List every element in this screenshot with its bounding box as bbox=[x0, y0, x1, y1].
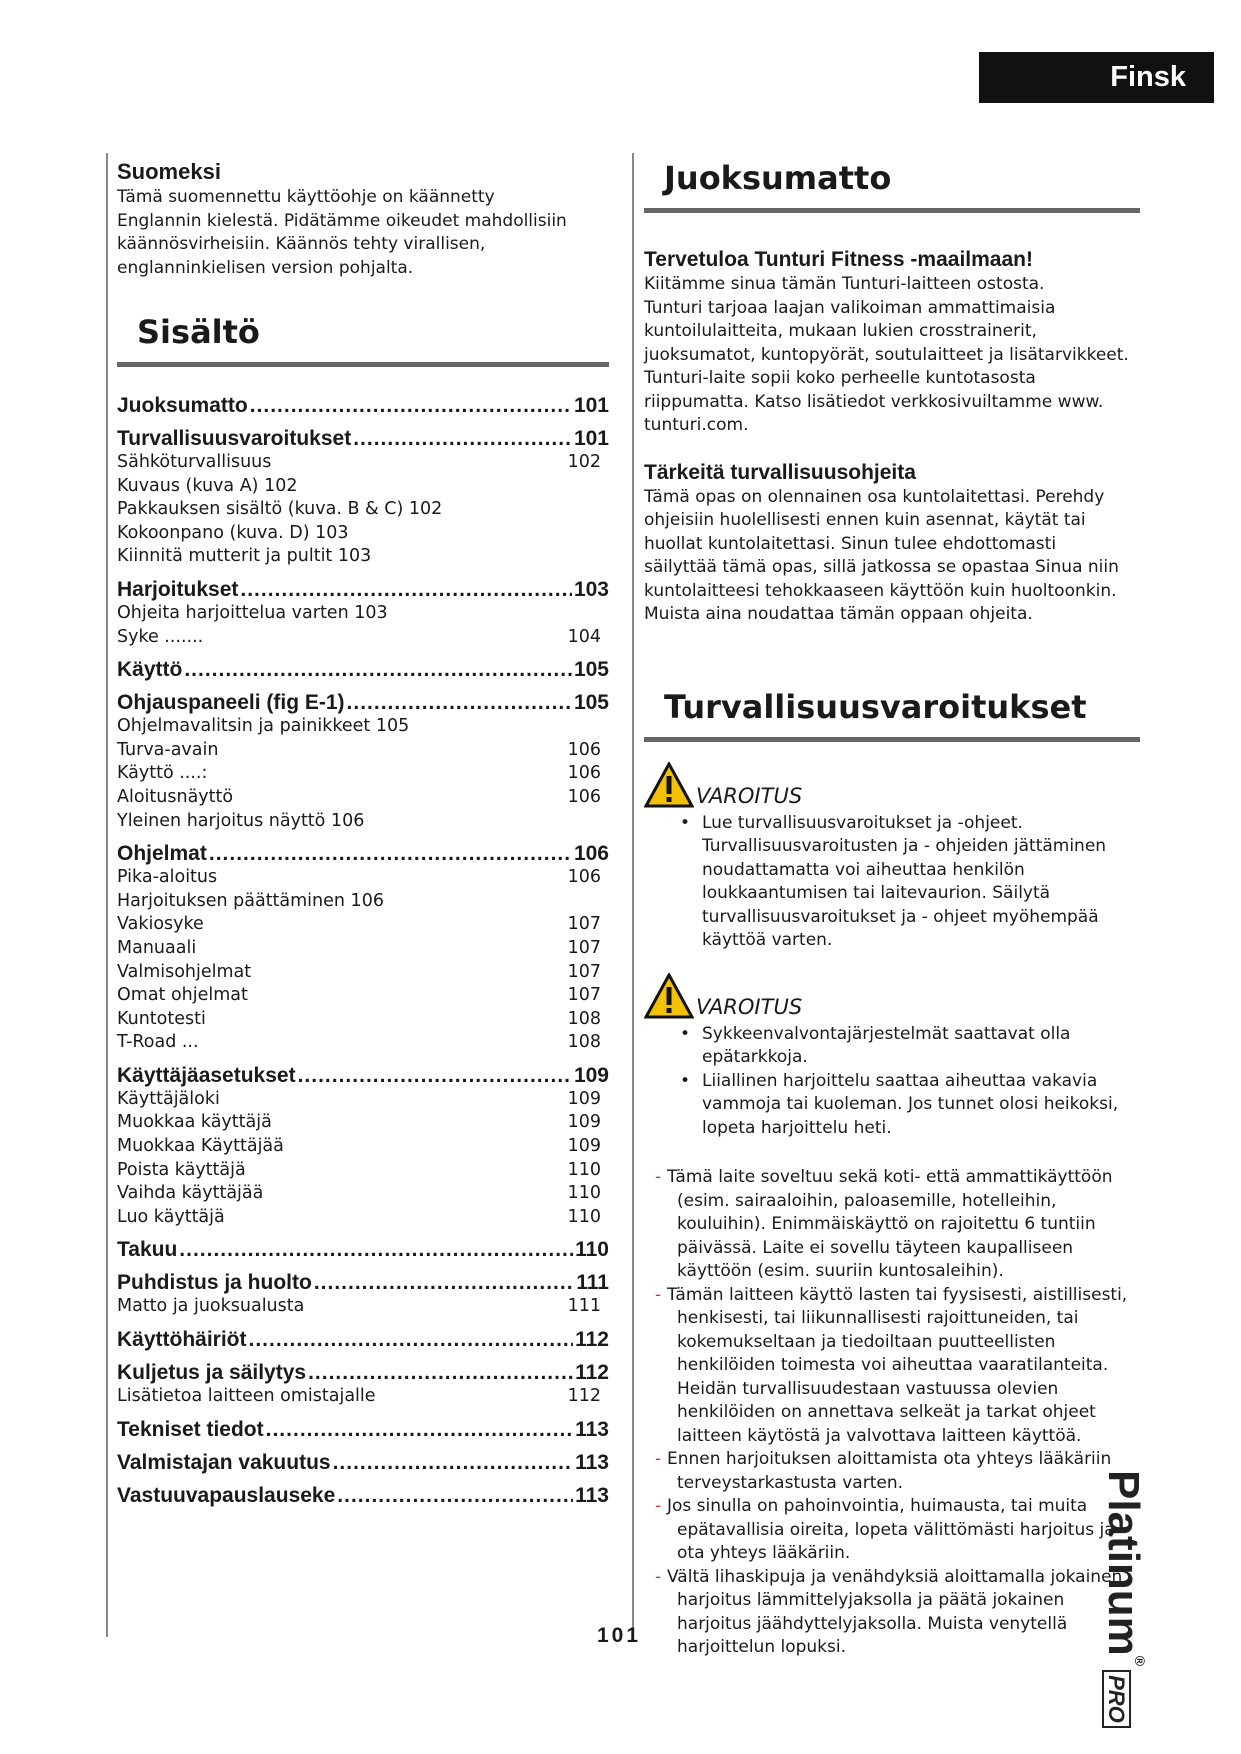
toc-entry bbox=[117, 1063, 609, 1230]
intro-line: Tämä suomennettu käyttöohje on käännetty bbox=[117, 187, 495, 207]
brand-name: Platinum bbox=[1099, 1470, 1148, 1656]
toc-sub-title: T-Road ... bbox=[117, 1032, 199, 1053]
text-line: Kiitämme sinua tämän Tunturi-laitteen ostosta. bbox=[644, 274, 1045, 294]
toc-main-row bbox=[117, 426, 609, 451]
toc-main-row bbox=[117, 1237, 609, 1262]
toc-sub-title: Valmisohjelmat bbox=[117, 961, 252, 982]
toc-page: 110 bbox=[575, 1238, 609, 1262]
intro-line: englanninkielisen version pohjalta. bbox=[117, 257, 414, 278]
toc-sub-page: 110 bbox=[567, 1183, 601, 1204]
dash-item bbox=[644, 1495, 1140, 1566]
toc-sub-page bbox=[601, 522, 609, 546]
toc-page: 106 bbox=[573, 842, 609, 866]
toc-sub-row bbox=[117, 545, 609, 569]
toc-sub-row bbox=[117, 810, 609, 834]
brand-suffix: PRO bbox=[1102, 1670, 1131, 1728]
toc-page: 112 bbox=[575, 1328, 609, 1352]
toc-sub-page: 112 bbox=[567, 1386, 601, 1407]
toc-main-row bbox=[117, 841, 609, 866]
toc-page: 101 bbox=[573, 394, 609, 417]
toc-page: 113 bbox=[575, 1417, 609, 1441]
toc-page: 113 bbox=[575, 1450, 609, 1474]
toc-main-row bbox=[117, 1063, 609, 1088]
toc-title: Harjoitukset bbox=[117, 577, 239, 601]
toc-title: Valmistajan vakuutus bbox=[117, 1450, 331, 1474]
toc-leader-dots bbox=[249, 1327, 574, 1352]
bullet-text: Liiallinen harjoittelu saattaa aiheuttaa vakavia vammoja tai kuoleman. Jos tunnet olosi heikoksi, lopeta harjoittelu heti. bbox=[702, 1070, 1119, 1138]
toc-sub-title: Matto ja juoksualusta bbox=[117, 1296, 305, 1317]
toc-sub-title: Käyttäjäloki bbox=[117, 1088, 220, 1109]
text-line: tunturi.com. bbox=[644, 415, 749, 435]
toc-sub-title: Vaihda käyttäjää bbox=[117, 1183, 264, 1204]
toc-page: 112 bbox=[575, 1361, 609, 1385]
toc-sub-page: 107 bbox=[567, 961, 601, 982]
language-tab: Finsk bbox=[979, 52, 1214, 103]
bullet-text: Lue turvallisuusvaroitukset ja -ohjeet. Turvallisuusvaroitusten ja - ohjeiden jättäminen noudattamatta voi aiheuttaa henkilön loukkaantumisen tai laitevaurion. Säilytä turvallisuusvaroitukset ja - ohjeet myöhempää käyttöä varten. bbox=[702, 812, 1107, 950]
bullet-dot: • bbox=[680, 1070, 691, 1091]
section-rule bbox=[644, 737, 1140, 742]
toc-sub-row bbox=[117, 451, 609, 475]
toc-sub-title: Pika-aloitus bbox=[117, 867, 218, 888]
toc-page: 111 bbox=[576, 1271, 609, 1295]
toc-sub-row bbox=[117, 913, 609, 937]
text-line: Muista aina noudattaa tämän oppaan ohjeita. bbox=[644, 604, 1033, 624]
toc-title: Käyttäjäasetukset bbox=[117, 1063, 296, 1087]
dash-text: Vältä lihaskipuja ja venähdyksiä aloittamalla jokainen harjoitus lämmittelyjaksolla ja päätä jokainen harjoitus jäähdyttelyjaksolla. Muista venytellä harjoittelun lopuksi. bbox=[667, 1566, 1123, 1657]
toc-sub-row bbox=[117, 1182, 609, 1206]
toc-sub-page bbox=[601, 475, 609, 499]
toc-sub-title: Lisätietoa laitteen omistajalle bbox=[117, 1386, 376, 1407]
safety-heading: Tärkeitä turvallisuusohjeita bbox=[644, 460, 916, 484]
toc-entry bbox=[117, 577, 609, 649]
welcome-text bbox=[644, 273, 1140, 438]
toc-sub-row bbox=[117, 961, 609, 985]
toc-sub-title: Poista käyttäjä bbox=[117, 1159, 246, 1180]
page-number: 101 bbox=[597, 1624, 642, 1647]
toc-sub-page bbox=[601, 715, 609, 739]
toc-sub-title: Aloitusnäyttö bbox=[117, 786, 234, 807]
toc-page: 109 bbox=[573, 1063, 609, 1087]
toc-sub-page: 108 bbox=[567, 1032, 601, 1053]
toc-sub-row bbox=[117, 522, 609, 546]
warning-triangle-icon bbox=[644, 973, 694, 1019]
toc-leader-dots bbox=[266, 1417, 573, 1442]
toc-entry bbox=[117, 1483, 609, 1508]
toc-main-row bbox=[117, 690, 609, 715]
toc-sub-title: Luo käyttäjä bbox=[117, 1206, 225, 1227]
toc-entry bbox=[117, 1237, 609, 1262]
toc-entry bbox=[117, 690, 609, 833]
toc-main-row bbox=[117, 657, 609, 682]
warning-bullets bbox=[644, 1023, 1140, 1141]
contents-header bbox=[117, 312, 609, 367]
section-title-warnings: Turvallisuusvaroitukset bbox=[664, 687, 1087, 726]
brand-logo bbox=[1098, 1470, 1148, 1728]
text-line: ohjeisiin huolellisesti ennen kuin asennat, käytät tai bbox=[644, 510, 1086, 530]
toc-page: 105 bbox=[573, 658, 609, 682]
toc-entry bbox=[117, 1270, 609, 1319]
toc-leader-dots bbox=[240, 577, 572, 602]
toc-sub-page: 106 bbox=[567, 739, 601, 760]
toc-sub-title: Muokkaa Käyttäjää bbox=[117, 1136, 284, 1157]
toc-title: Takuu bbox=[117, 1238, 178, 1262]
bullet-dot: • bbox=[680, 1023, 691, 1044]
toc-page: 113 bbox=[575, 1483, 609, 1507]
toc-leader-dots bbox=[314, 1270, 574, 1295]
bullet-dot: • bbox=[680, 812, 691, 833]
toc-title: Kuljetus ja säilytys bbox=[117, 1361, 307, 1385]
toc-sub-page: 107 bbox=[567, 937, 601, 958]
toc-leader-dots bbox=[353, 426, 572, 451]
toc-entry bbox=[117, 1417, 609, 1442]
toc-sub-title: Kuvaus (kuva A) 102 bbox=[117, 475, 298, 496]
toc-sub-row bbox=[117, 602, 609, 626]
toc-sub-page: 107 bbox=[567, 914, 601, 935]
toc-sub-row bbox=[117, 762, 609, 786]
toc-sub-page bbox=[601, 545, 609, 569]
dash-marker: - bbox=[655, 1566, 662, 1587]
toc-sub-title: Kuntotesti bbox=[117, 1008, 206, 1029]
intro-line: käännösvirheisiin. Käännös tehty virallisen, bbox=[117, 234, 486, 254]
toc-main-row bbox=[117, 1417, 609, 1442]
toc-sub-row bbox=[117, 1008, 609, 1032]
text-line: Tämä opas on olennainen osa kuntolaitettasi. Perehdy bbox=[644, 486, 1105, 507]
toc-main-row bbox=[117, 1327, 609, 1352]
warning-bullet-item bbox=[644, 812, 1140, 953]
text-line: riippumatta. Katso lisätiedot verkkosivuiltamme www. bbox=[644, 391, 1104, 412]
toc-sub-title: Sähköturvallisuus bbox=[117, 452, 272, 472]
dash-marker: - bbox=[655, 1496, 662, 1516]
toc-leader-dots bbox=[209, 841, 572, 866]
toc-sub-page: 106 bbox=[567, 763, 601, 784]
toc-sub-title: Harjoituksen päättäminen 106 bbox=[117, 890, 384, 911]
dash-item bbox=[644, 1166, 1140, 1284]
warning-header bbox=[644, 762, 1140, 808]
toc-sub-row bbox=[117, 626, 609, 650]
toc-sub-page bbox=[601, 890, 609, 914]
toc-sub-title: Turva-avain bbox=[117, 739, 219, 760]
toc-sub-row bbox=[117, 1206, 609, 1230]
dash-item bbox=[644, 1284, 1140, 1449]
text-line: säilyttää tämä opas, sillä jatkossa se opastaa Sinua niin bbox=[644, 557, 1119, 577]
left-column bbox=[117, 158, 609, 1516]
safety-text bbox=[644, 486, 1140, 627]
toc-entry bbox=[117, 426, 609, 569]
toc-leader-dots bbox=[179, 1237, 573, 1262]
toc-entry bbox=[117, 1360, 609, 1409]
toc-entry bbox=[117, 1450, 609, 1475]
toc-sub-title: Käyttö ....: bbox=[117, 763, 208, 784]
table-of-contents bbox=[117, 393, 609, 1508]
dash-marker: - bbox=[655, 1284, 662, 1305]
toc-title: Ohjauspaneeli (fig E-1) bbox=[117, 691, 345, 715]
section-rule bbox=[644, 208, 1140, 213]
toc-sub-page: 106 bbox=[567, 786, 601, 807]
dash-text: Tämän laitteen käyttö lasten tai fyysisesti, aistillisesti, henkisesti, tai liikunnallisesti rajoittuneiden, tai kokemukseltaan ja tiedoiltaan puutteellisten henkilöiden toimesta voi aiheuttaa vaaratilanteita. Heidän turvallisuudestaan vastuussa olevien henkilöiden on annettava selkeät ja tarkat ohjeet laitteen käytöstä ja valvottava laitteen käyttöä. bbox=[667, 1284, 1128, 1446]
toc-sub-row bbox=[117, 890, 609, 914]
toc-leader-dots bbox=[333, 1450, 574, 1475]
warning-label: VAROITUS bbox=[696, 994, 803, 1019]
contents-rule bbox=[117, 362, 609, 367]
warning-bullets bbox=[644, 812, 1140, 953]
toc-sub-title: Syke ....... bbox=[117, 626, 204, 647]
toc-sub-title: Manuaali bbox=[117, 937, 197, 958]
toc-sub-title: Pakkauksen sisältö (kuva. B & C) 102 bbox=[117, 499, 443, 520]
toc-entry bbox=[117, 1327, 609, 1352]
warning-triangle-icon bbox=[644, 762, 694, 808]
toc-main-row bbox=[117, 1360, 609, 1385]
text-line: Tunturi tarjoaa laajan valikoiman ammattimaisia bbox=[644, 297, 1056, 318]
toc-sub-row bbox=[117, 475, 609, 499]
toc-sub-page bbox=[601, 498, 609, 522]
toc-sub-row bbox=[117, 1159, 609, 1183]
toc-sub-title: Ohjeita harjoittelua varten 103 bbox=[117, 602, 388, 623]
toc-sub-page: 108 bbox=[567, 1008, 601, 1029]
toc-sub-page: 109 bbox=[567, 1112, 601, 1133]
column-divider bbox=[632, 153, 634, 1637]
toc-sub-page: 111 bbox=[567, 1296, 601, 1317]
toc-sub-page: 102 bbox=[567, 452, 601, 472]
toc-sub-row bbox=[117, 866, 609, 890]
toc-sub-title: Vakiosyke bbox=[117, 914, 204, 935]
toc-sub-row bbox=[117, 1295, 609, 1319]
dash-item bbox=[644, 1566, 1140, 1660]
toc-sub-page bbox=[601, 602, 609, 626]
toc-sub-page: 110 bbox=[567, 1206, 601, 1227]
toc-page: 101 bbox=[573, 427, 609, 450]
toc-sub-page: 110 bbox=[567, 1159, 601, 1180]
dash-marker: - bbox=[655, 1449, 662, 1469]
warnings-header bbox=[644, 687, 1140, 742]
dash-text: Tämä laite soveltuu sekä koti- että ammattikäyttöön (esim. sairaaloihin, paloasemille, hotelleihin, kouluihin). Enimmäiskäyttö on rajoitettu 6 tuntiin päivässä. Laite ei sovellu täyteen kaupalliseen käyttöön (esim. suuriin kuntosaleihin). bbox=[667, 1167, 1113, 1281]
toc-sub-row bbox=[117, 1031, 609, 1055]
toc-sub-row bbox=[117, 498, 609, 522]
toc-main-row bbox=[117, 1270, 609, 1295]
dash-item bbox=[644, 1448, 1140, 1495]
toc-title: Turvallisuusvaroitukset bbox=[117, 427, 352, 450]
toc-main-row bbox=[117, 1450, 609, 1475]
intro-line: Englannin kielestä. Pidätämme oikeudet mahdollisiin bbox=[117, 210, 567, 231]
toc-sub-title: Kiinnitä mutterit ja pultit 103 bbox=[117, 546, 372, 567]
toc-main-row bbox=[117, 393, 609, 418]
dash-text: Jos sinulla on pahoinvointia, huimausta, tai muita epätavallisia oireita, lopeta välittömästi harjoitus ja ota yhteys lääkäriin. bbox=[667, 1496, 1115, 1563]
brand-reg: ® bbox=[1132, 1655, 1148, 1667]
welcome-heading: Tervetuloa Tunturi Fitness -maailmaan! bbox=[644, 248, 1033, 271]
warning-header bbox=[644, 973, 1140, 1019]
text-line: kuntolaitteesi tehokkaaseen käyttöön kuin huoltoonkin. bbox=[644, 580, 1117, 601]
toc-sub-row bbox=[117, 1385, 609, 1409]
toc-sub-page: 104 bbox=[567, 626, 601, 647]
toc-title: Käyttö bbox=[117, 658, 183, 682]
toc-leader-dots bbox=[250, 393, 572, 418]
section-title-juoksumatto: Juoksumatto bbox=[664, 159, 892, 197]
toc-sub-row bbox=[117, 1135, 609, 1159]
toc-sub-row bbox=[117, 715, 609, 739]
toc-sub-row bbox=[117, 786, 609, 810]
toc-sub-title: Ohjelmavalitsin ja painikkeet 105 bbox=[117, 716, 410, 737]
toc-title: Tekniset tiedot bbox=[117, 1417, 264, 1441]
left-margin-line bbox=[106, 153, 108, 1637]
toc-main-row bbox=[117, 577, 609, 602]
safety-dash-list bbox=[644, 1166, 1140, 1660]
toc-sub-page: 107 bbox=[567, 985, 601, 1006]
toc-title: Ohjelmat bbox=[117, 842, 207, 866]
toc-sub-title: Muokkaa käyttäjä bbox=[117, 1112, 272, 1133]
text-line: juoksumatot, kuntopyörät, soutulaitteet ja lisätarvikkeet. bbox=[644, 344, 1129, 365]
text-line: huollat kuntolaitettasi. Sinun tulee ehdottomasti bbox=[644, 533, 1057, 554]
toc-sub-row bbox=[117, 1088, 609, 1112]
toc-title: Juoksumatto bbox=[117, 394, 248, 417]
toc-title: Puhdistus ja huolto bbox=[117, 1271, 312, 1295]
contents-title: Sisältö bbox=[137, 313, 260, 351]
toc-entry bbox=[117, 841, 609, 1055]
warning-bullet-item bbox=[644, 1023, 1140, 1070]
toc-sub-title: Yleinen harjoitus näyttö 106 bbox=[117, 810, 365, 831]
toc-main-row bbox=[117, 1483, 609, 1508]
toc-sub-page: 109 bbox=[567, 1088, 601, 1109]
toc-entry bbox=[117, 657, 609, 682]
intro-title: Suomeksi bbox=[117, 159, 221, 184]
toc-leader-dots bbox=[337, 1483, 573, 1508]
toc-title: Vastuuvapauslauseke bbox=[117, 1483, 336, 1507]
toc-sub-title: Omat ohjelmat bbox=[117, 985, 248, 1006]
right-column bbox=[644, 158, 1140, 1660]
dash-text: Ennen harjoituksen aloittamista ota yhteys lääkäriin terveystarkastusta varten. bbox=[667, 1449, 1112, 1493]
bullet-text: Sykkeenvalvontajärjestelmät saattavat olla epätarkkoja. bbox=[702, 1023, 1071, 1067]
toc-leader-dots bbox=[184, 657, 572, 682]
toc-entry bbox=[117, 393, 609, 418]
warning-label: VAROITUS bbox=[696, 783, 803, 808]
toc-sub-page: 109 bbox=[567, 1136, 601, 1157]
toc-leader-dots bbox=[308, 1360, 573, 1385]
toc-title: Käyttöhäiriöt bbox=[117, 1328, 247, 1352]
toc-sub-title: Kokoonpano (kuva. D) 103 bbox=[117, 522, 349, 543]
text-line: kuntoilulaitteita, mukaan lukien crosstrainerit, bbox=[644, 321, 1037, 341]
toc-page: 105 bbox=[573, 691, 609, 715]
toc-page: 103 bbox=[573, 577, 609, 601]
toc-sub-row bbox=[117, 984, 609, 1008]
toc-sub-page bbox=[601, 810, 609, 834]
toc-sub-row bbox=[117, 739, 609, 763]
toc-leader-dots bbox=[347, 690, 572, 715]
toc-leader-dots bbox=[298, 1063, 572, 1088]
toc-sub-row bbox=[117, 937, 609, 961]
text-line: Tunturi-laite sopii koko perheelle kuntotasosta bbox=[644, 368, 1036, 388]
dash-marker: - bbox=[655, 1167, 662, 1187]
warning-bullet-item bbox=[644, 1070, 1140, 1141]
toc-sub-row bbox=[117, 1111, 609, 1135]
intro-text bbox=[117, 186, 609, 280]
toc-sub-page: 106 bbox=[567, 867, 601, 888]
